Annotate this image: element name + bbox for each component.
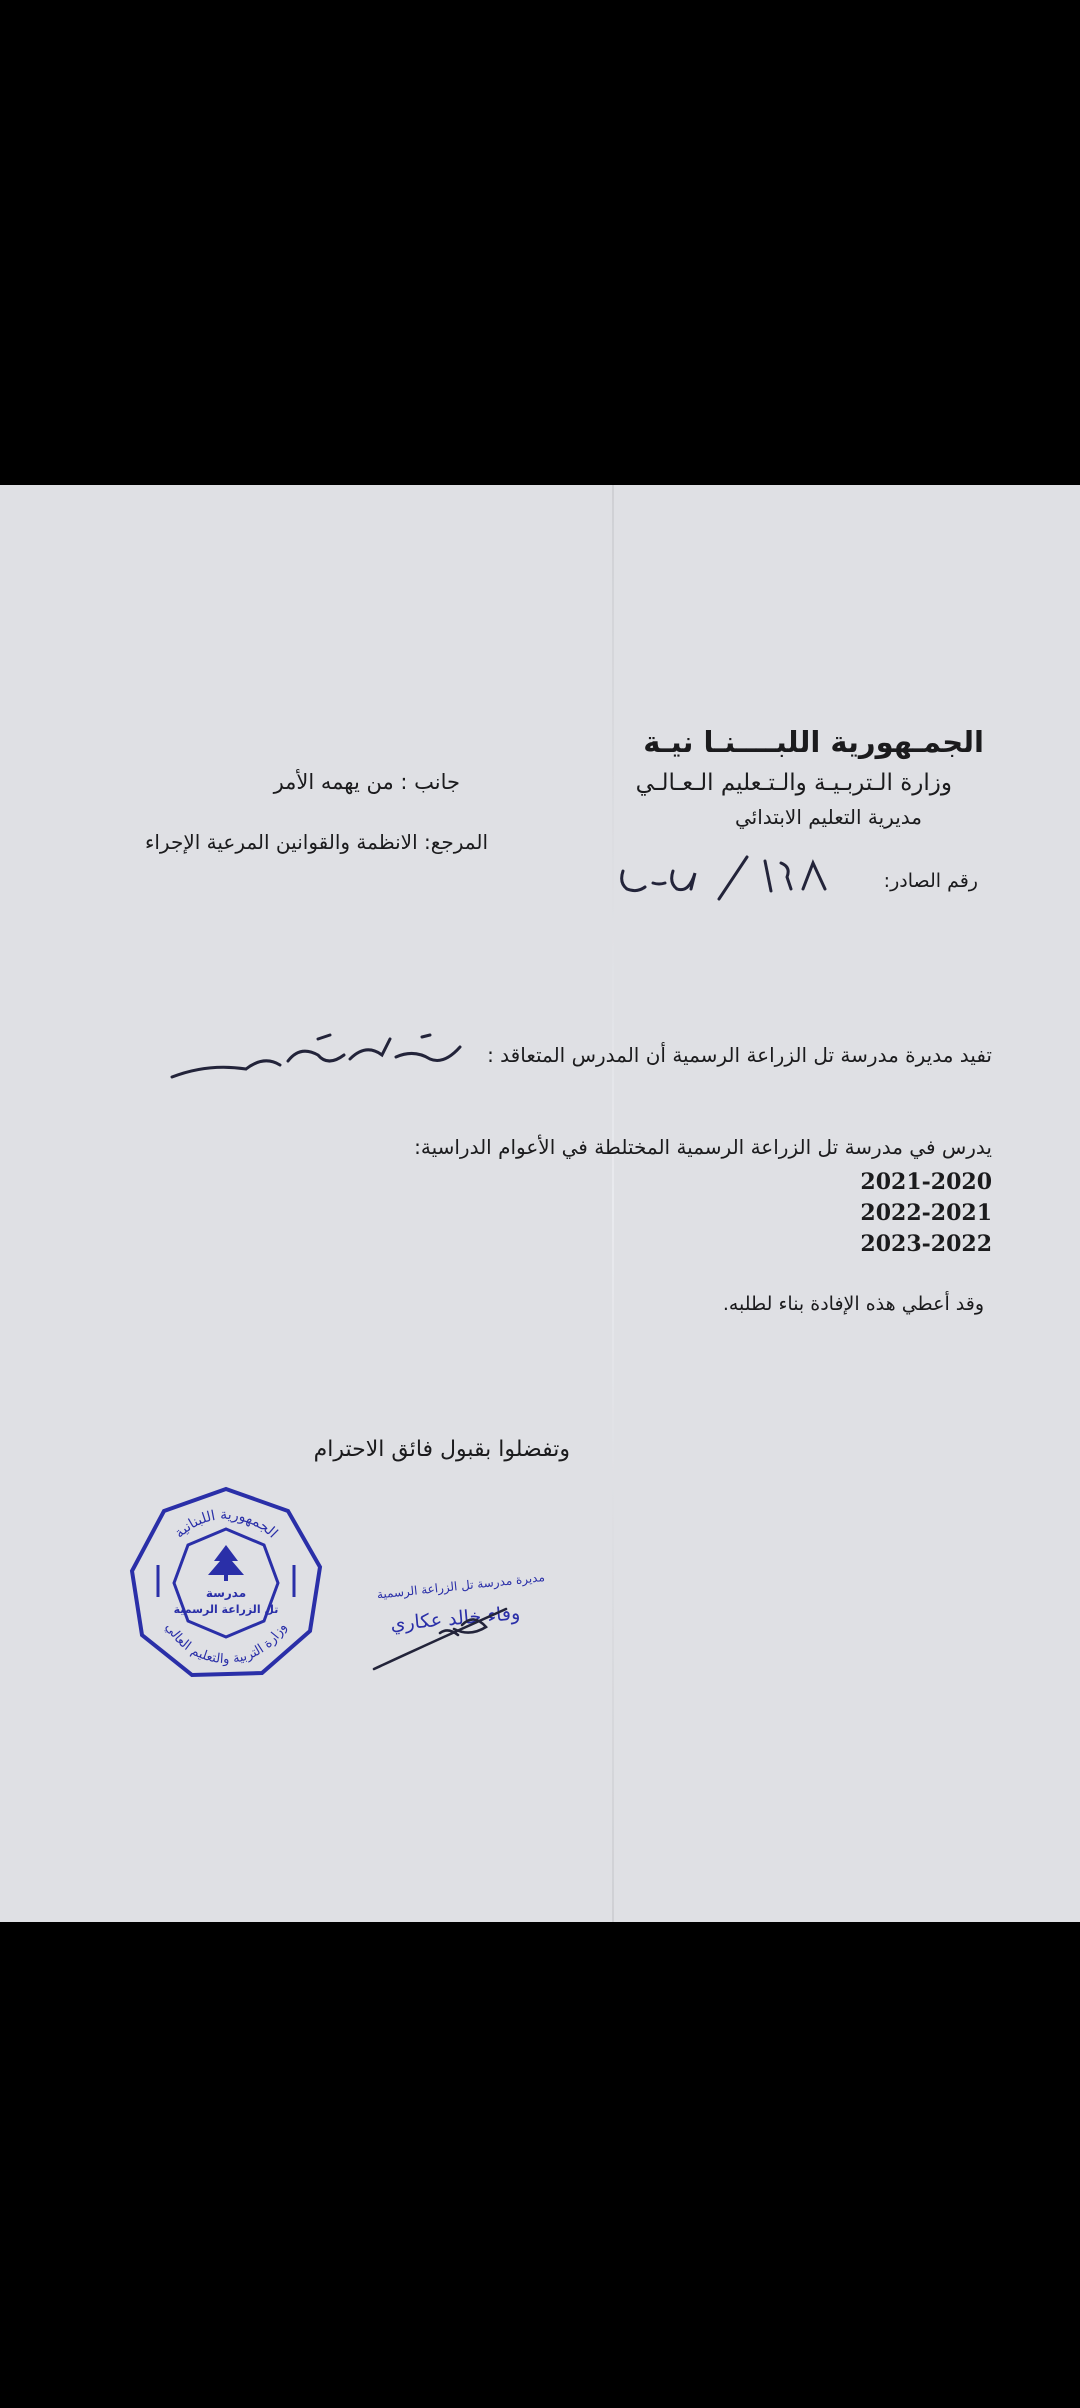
teaching-paragraph: يدرس في مدرسة تل الزراعة الرسمية المختلطة في الأعوام الدراسية: bbox=[414, 1135, 992, 1159]
teacher-name-handwritten bbox=[168, 1025, 468, 1085]
stamp-bottom-text: وزارة التربية والتعليم العالي bbox=[161, 1620, 290, 1668]
ministry-heading: وزارة الـتربـيـة والـتـعليم الـعـالـي bbox=[635, 770, 952, 796]
directorate-heading: مديرية التعليم الابتدائي bbox=[735, 805, 922, 829]
svg-text:وزارة التربية والتعليم العالي bbox=[162, 1620, 290, 1667]
signature-title: مديرة مدرسة تل الزراعة الرسمية bbox=[376, 1570, 546, 1602]
school-year-3: 2023-2022 bbox=[860, 1231, 992, 1257]
document-paper bbox=[0, 485, 1080, 1922]
closing-note: وقد أعطي هذه الإفادة بناء لطلبه. bbox=[722, 1293, 984, 1315]
signature-name: وفاء خالد عكاري bbox=[389, 1602, 521, 1636]
issue-number-handwritten bbox=[615, 853, 830, 903]
regards-line: وتفضلوا بقبول فائق الاحترام bbox=[313, 1437, 570, 1462]
republic-heading: الجمـهورية اللبــــنـا نيـة bbox=[643, 725, 984, 759]
stamp-center-line-1: مدرسة bbox=[205, 1586, 247, 1600]
handwritten-signature bbox=[370, 1603, 510, 1673]
reference-line: المرجع: الانظمة والقوانين المرعية الإجراء bbox=[144, 830, 488, 854]
official-school-stamp bbox=[128, 1485, 324, 1681]
school-year-1: 2021-2020 bbox=[860, 1169, 992, 1195]
paper-fold-line bbox=[612, 485, 614, 1922]
school-year-2: 2022-2021 bbox=[860, 1200, 992, 1226]
svg-text:الجمهورية اللبنانية bbox=[172, 1507, 281, 1542]
stamp-center-line-2: تل الزراعة الرسمية bbox=[173, 1603, 279, 1616]
intro-paragraph: تفيد مديرة مدرسة تل الزراعة الرسمية أن المدرس المتعاقد : bbox=[487, 1043, 992, 1067]
stamp-top-text: الجمهورية اللبنانية bbox=[171, 1506, 281, 1542]
issue-number-label: رقم الصادر: bbox=[883, 870, 978, 892]
recipient-line: جانب : من يهمه الأمر bbox=[273, 770, 460, 794]
